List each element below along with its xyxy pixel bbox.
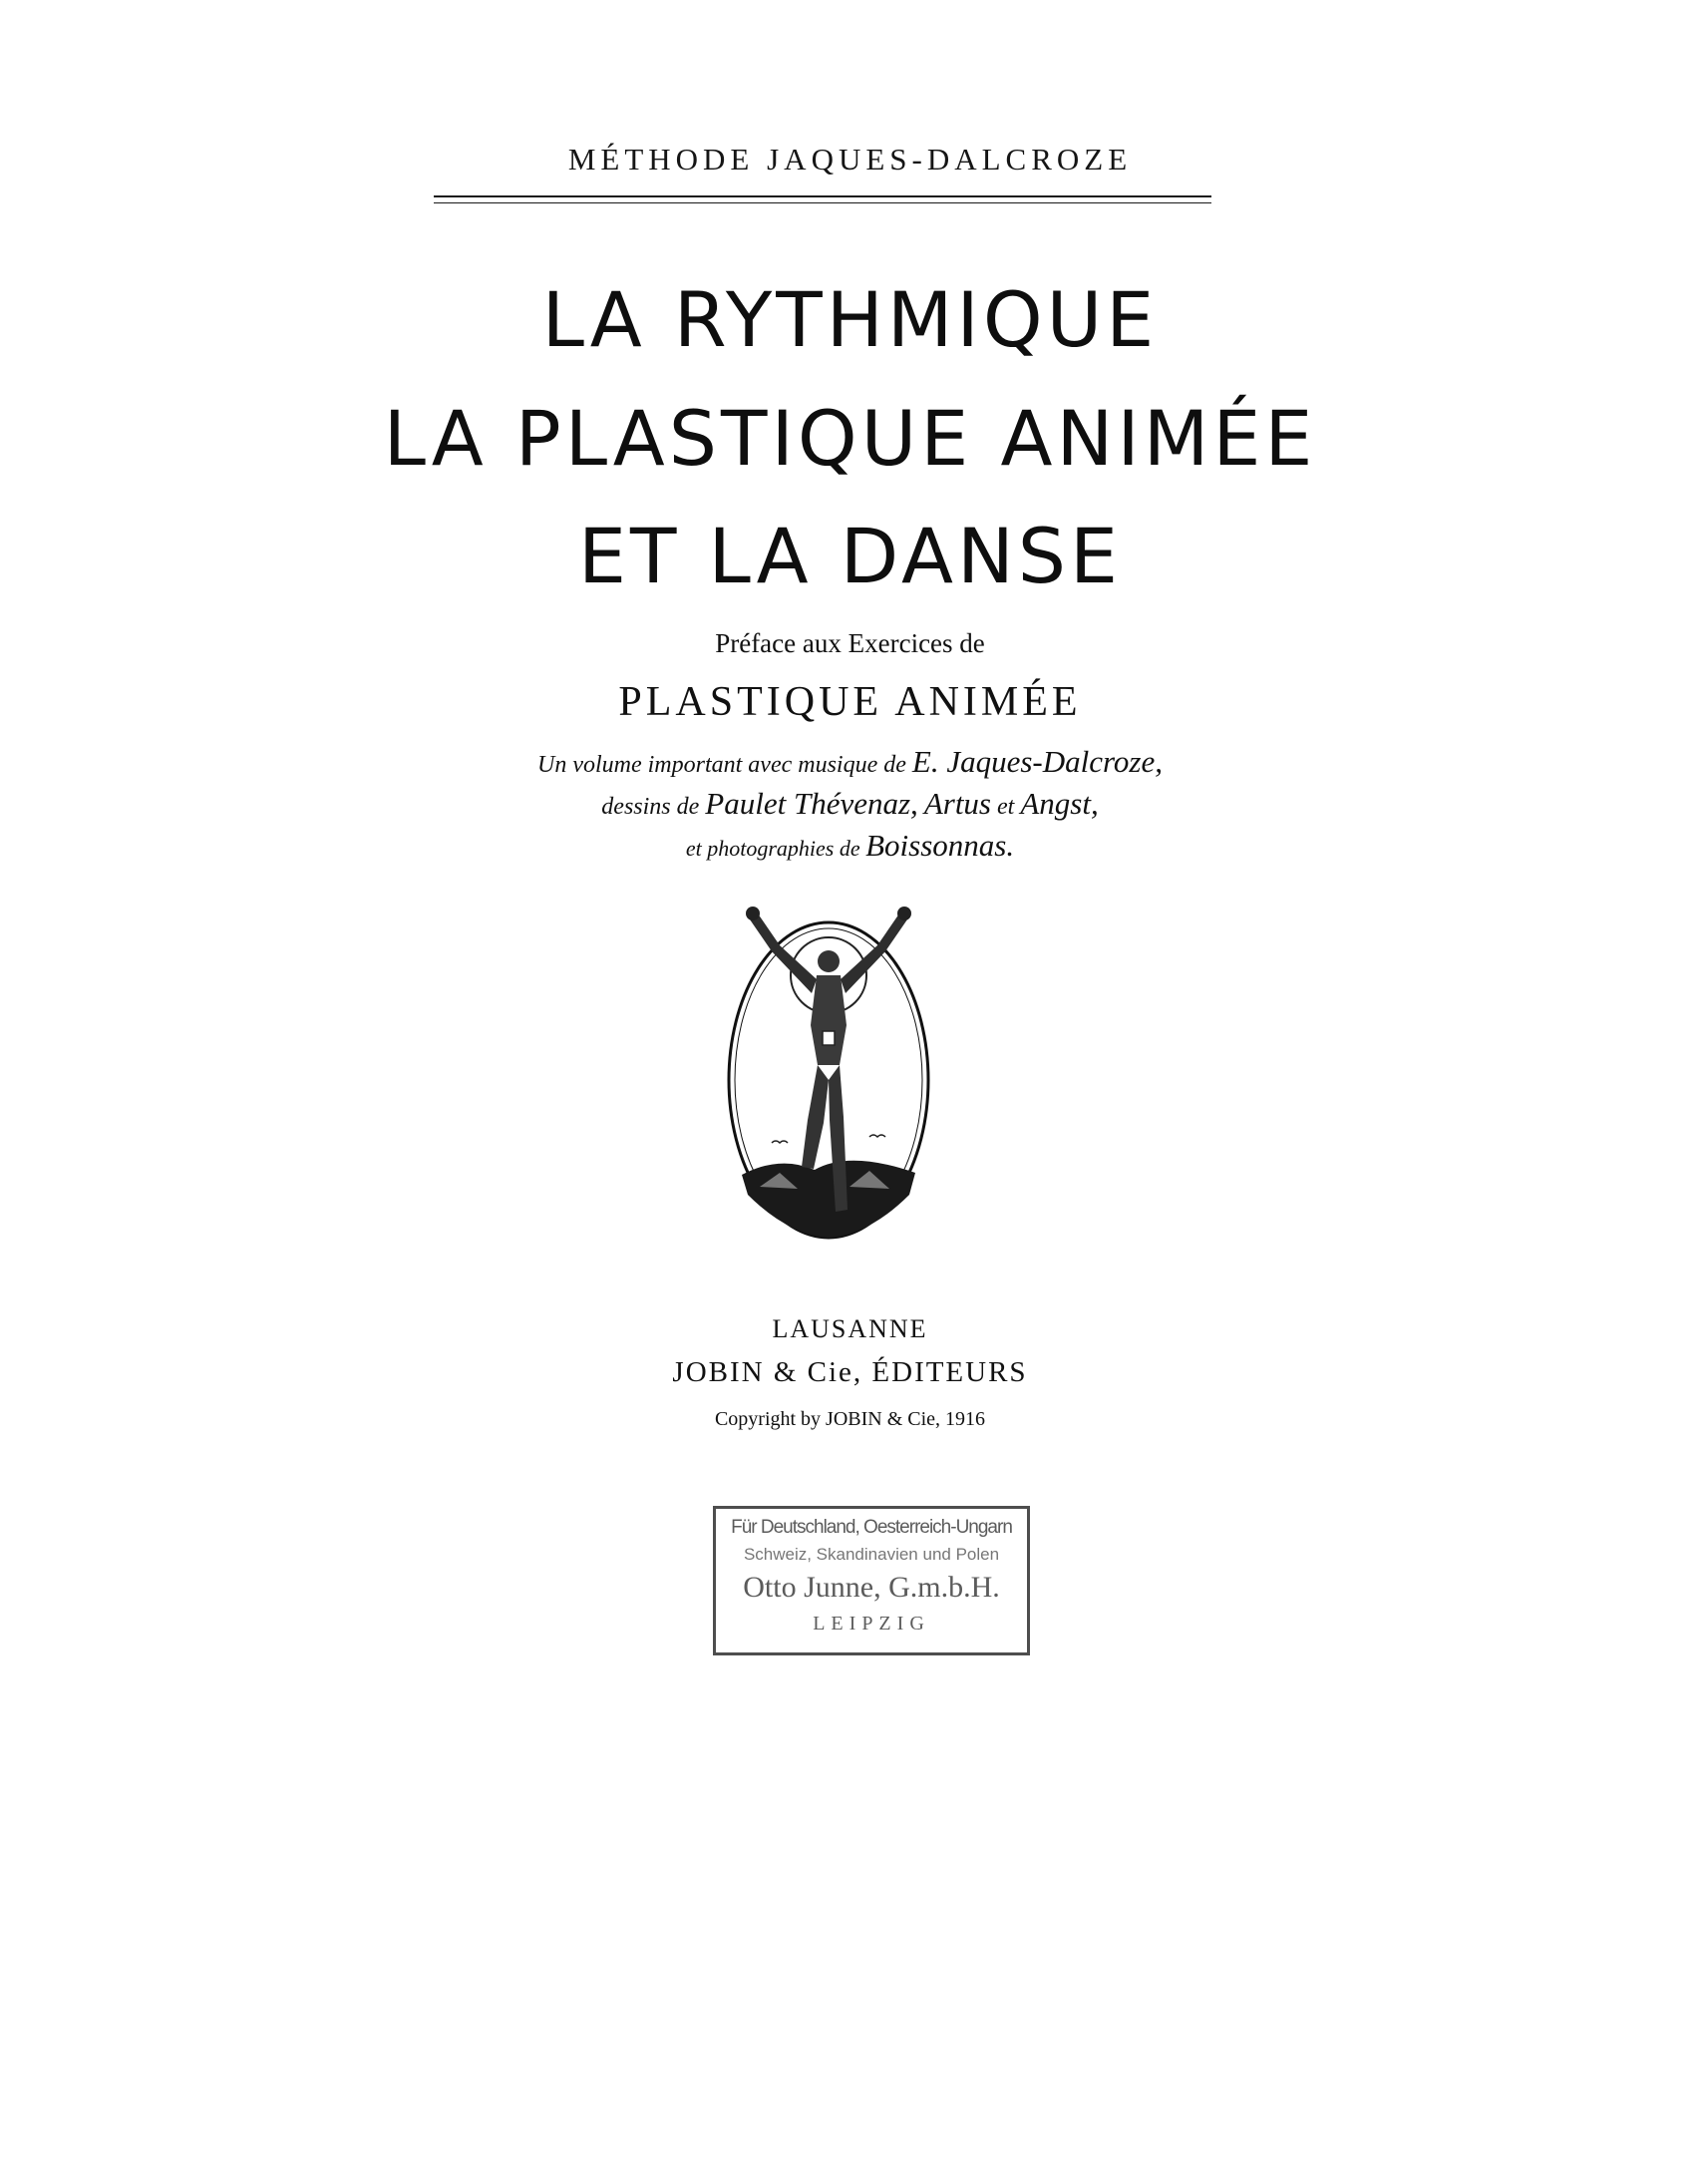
preface-line: Préface aux Exercices de (715, 628, 985, 658)
artist-name: Angst, (1020, 786, 1099, 821)
main-title-line-2: LA PLASTIQUE ANIMÉE (383, 394, 1317, 483)
artist-name: Artus (923, 786, 991, 821)
imprint-city: LAUSANNE (772, 1314, 928, 1343)
credit-prefix: Un volume important avec musique de (536, 752, 906, 778)
series-rule (434, 202, 1211, 203)
stamp-line-1: Für Deutschland, Oesterreich-Ungarn (731, 1517, 1012, 1538)
credit-line-2 (0, 786, 1700, 822)
conjunction: et (997, 794, 1015, 820)
photographer-name: Boissonnas. (865, 828, 1015, 863)
raised-arms-figure-emblem-icon (720, 906, 937, 1245)
imprint-publisher: JOBIN & Cie, ÉDITEURS (672, 1356, 1028, 1388)
stamp-line-4: LEIPZIG (813, 1613, 930, 1635)
stamp-line-2: Schweiz, Skandinavien und Polen (743, 1545, 1000, 1564)
artist-name: Paulet Thévenaz, (705, 786, 918, 821)
series-rule (434, 195, 1211, 197)
work-title: PLASTIQUE ANIMÉE (618, 679, 1082, 725)
credit-line-3 (0, 828, 1700, 864)
series-title: MÉTHODE JAQUES-DALCROZE (567, 142, 1133, 177)
distributor-stamp (713, 1506, 1030, 1655)
credit-line-1 (0, 744, 1700, 780)
main-title-line-3: ET LA DANSE (577, 512, 1123, 600)
copyright-line: Copyright by JOBIN & Cie, 1916 (714, 1408, 986, 1430)
stamp-line-3: Otto Junne, G.m.b.H. (743, 1571, 1000, 1604)
credit-prefix: dessins de (601, 794, 700, 820)
composer-name: E. Jaques-Dalcroze, (911, 744, 1163, 779)
main-title-line-1: LA RYTHMIQUE (541, 275, 1159, 364)
credit-prefix: et photographies de (685, 836, 860, 861)
